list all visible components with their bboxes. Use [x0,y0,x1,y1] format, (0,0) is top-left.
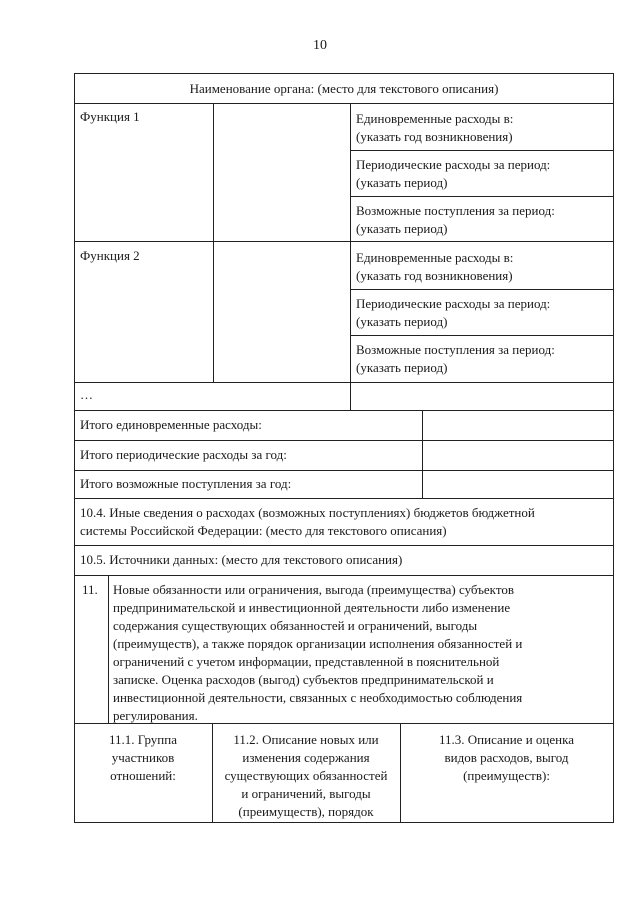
subsection-11-1: 11.1. Группа участников отношений: [109,732,177,783]
function-1-one-time-costs: Единовременные расходы в: (указать год возникновения) [356,111,514,144]
function-1-possible-revenue: Возможные поступления за период: (указать период) [356,203,555,236]
total-one-time-costs: Итого единовременные расходы: [80,417,262,432]
table-header: Наименование органа: (место для текстового описания) [189,81,499,96]
section-10-4: 10.4. Иные сведения о расходах (возможных поступлениях) бюджетов бюджетной системы Российской Федерации: (место для текстового описания) [80,505,535,538]
subsection-11-3: 11.3. Описание и оценка видов расходов, выгод (преимуществ): [439,732,574,783]
total-possible-revenue: Итого возможные поступления за год: [80,476,292,491]
function-1-periodic-costs: Периодические расходы за период: (указать период) [356,157,551,190]
subsection-11-2: 11.2. Описание новых или изменения содержания существующих обязанностей и ограничений, выгоды (преимуществ), порядок [224,732,388,819]
function-1-label: Функция 1 [80,109,140,124]
section-11-number: 11. [82,582,98,597]
function-2-possible-revenue: Возможные поступления за период: (указать период) [356,342,555,375]
function-2-label: Функция 2 [80,248,140,263]
section-11-text: Новые обязанности или ограничения, выгода (преимущества) субъектов предпринимательской и инвестиционной деятельности либо изменение содержания существующих обязанностей и ограничений, выгоды (преимуществ), а также порядок организации исполнения обязанностей и ограничений с учетом информации, представленной в пояснительной записке. Оценка расходов (выгод) субъектов предпринимательской и инвестиционной деятельности, связанных с необходимостью соблюдения регулирования. [113,582,523,723]
function-2-one-time-costs: Единовременные расходы в: (указать год возникновения) [356,250,514,283]
total-periodic-costs: Итого периодические расходы за год: [80,447,287,462]
section-10-5: 10.5. Источники данных: (место для текстового описания) [80,552,403,567]
function-2-periodic-costs: Периодические расходы за период: (указать период) [356,296,551,329]
page-number: 10 [313,38,327,53]
ellipsis-row: … [80,387,93,402]
